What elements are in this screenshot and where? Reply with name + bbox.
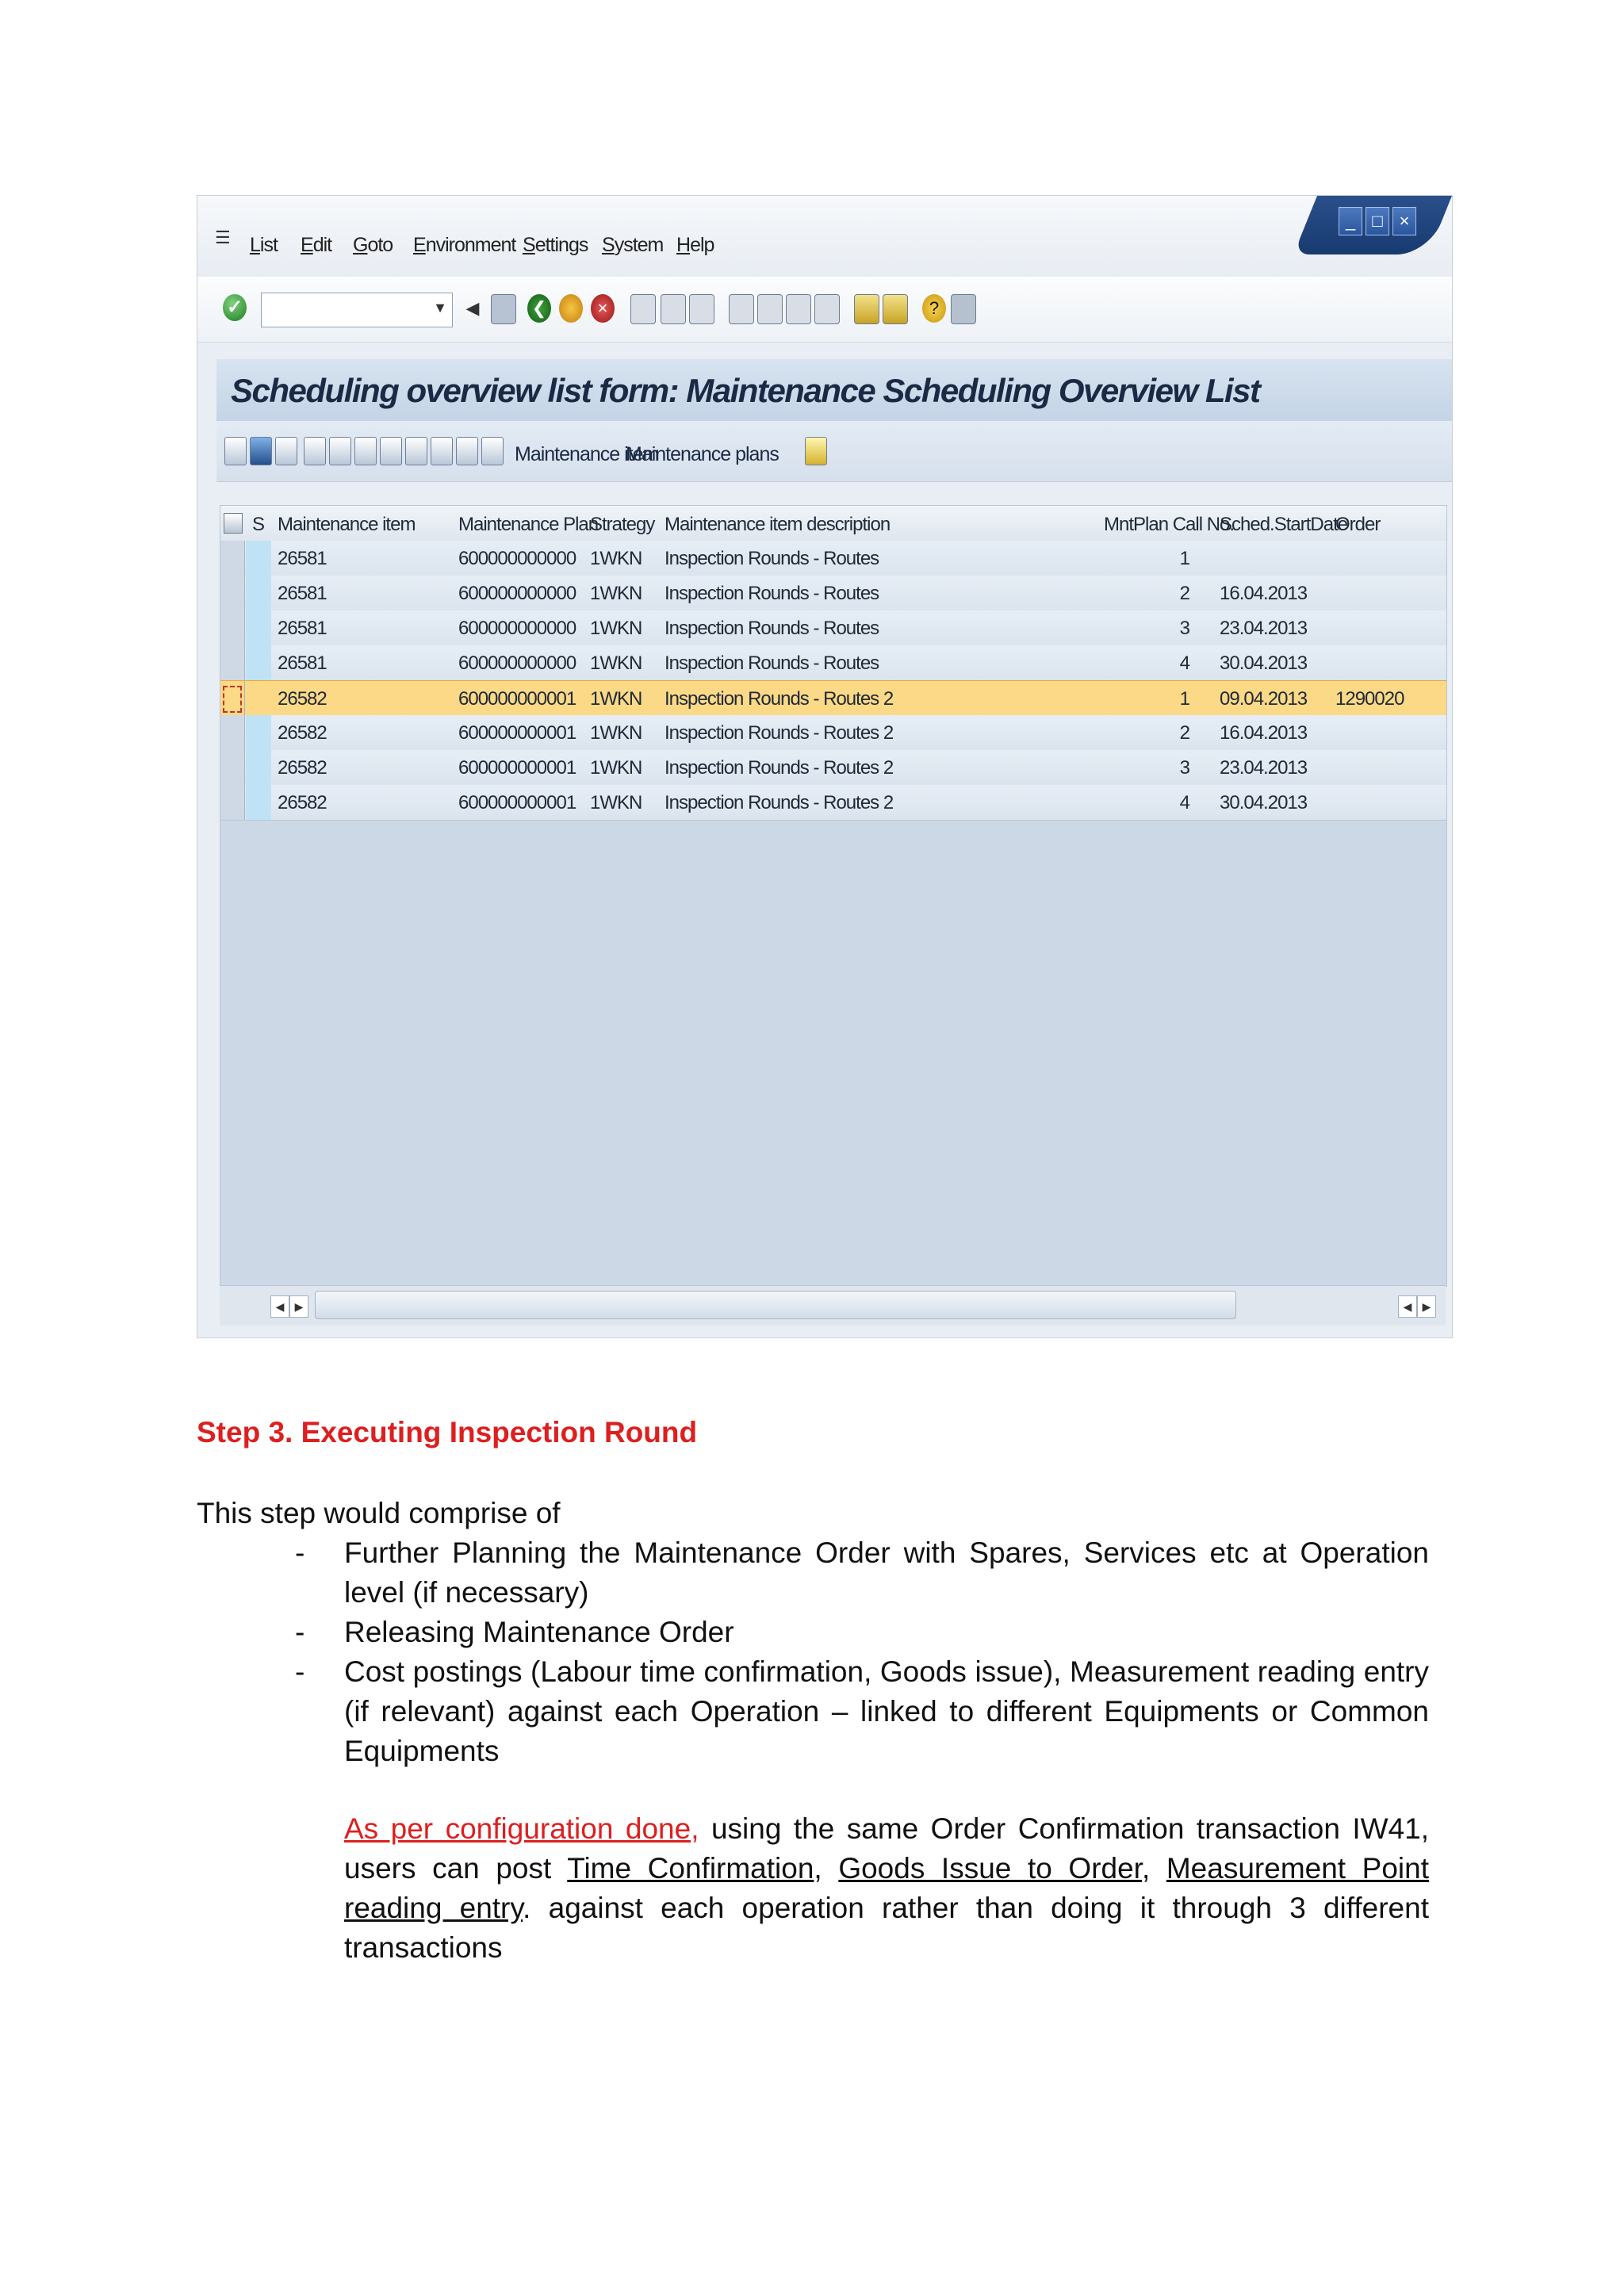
horizontal-scrollbar[interactable] bbox=[220, 1285, 1446, 1326]
para-text-4: . against each operation rather than doing it through 3 different transactions bbox=[344, 1892, 1429, 1964]
cancel-icon[interactable]: × bbox=[591, 294, 615, 323]
configuration-paragraph bbox=[344, 1809, 1429, 1968]
cell-maintenance-item: 26581 bbox=[278, 652, 327, 674]
exit-icon[interactable] bbox=[559, 294, 583, 323]
menu-goto[interactable]: Goto bbox=[353, 234, 393, 256]
table-row[interactable] bbox=[220, 750, 1446, 786]
para-text-1: using the same Order Confirmation transaction IW41, users can post bbox=[344, 1812, 1429, 1885]
table-row[interactable] bbox=[220, 576, 1446, 611]
cell-strategy: 1WKN bbox=[590, 583, 642, 604]
refresh-icon[interactable] bbox=[250, 437, 272, 465]
row-selector[interactable] bbox=[220, 610, 245, 645]
cell-maintenance-plan: 600000000001 bbox=[458, 688, 576, 710]
print-icon[interactable] bbox=[630, 294, 656, 324]
cell-strategy: 1WKN bbox=[590, 722, 642, 744]
screen-title: Scheduling overview list form: Maintenance Scheduling Overview List bbox=[231, 372, 1260, 409]
menu-list[interactable]: List bbox=[250, 234, 278, 256]
cell-strategy: 1WKN bbox=[590, 652, 642, 674]
row-selector[interactable] bbox=[220, 785, 245, 820]
table-header bbox=[220, 506, 1446, 541]
back-icon[interactable]: ❮ bbox=[527, 294, 551, 323]
bullet-item: Releasing Maintenance Order bbox=[344, 1616, 734, 1648]
scroll-right-end-icon[interactable]: ▶ bbox=[1417, 1295, 1436, 1318]
menu-environment[interactable]: Environment bbox=[413, 234, 516, 256]
menu-bar bbox=[197, 196, 1452, 277]
print-preview-icon[interactable] bbox=[431, 437, 453, 465]
create-session-icon[interactable] bbox=[854, 294, 879, 324]
select-all-column-icon[interactable] bbox=[224, 513, 243, 534]
cell-call-no: 2 bbox=[1179, 722, 1189, 744]
cell-start-date: 09.04.2013 bbox=[1220, 688, 1308, 710]
schedule-icon[interactable] bbox=[805, 437, 827, 465]
status-cell bbox=[246, 681, 271, 716]
cell-strategy: 1WKN bbox=[590, 618, 642, 639]
cell-strategy: 1WKN bbox=[590, 688, 642, 710]
help-icon[interactable]: ? bbox=[922, 294, 946, 323]
table-row[interactable] bbox=[220, 541, 1446, 576]
row-selector[interactable] bbox=[220, 681, 245, 716]
cell-call-no: 1 bbox=[1179, 688, 1189, 710]
shortcut-icon[interactable] bbox=[883, 294, 908, 324]
cell-call-no: 4 bbox=[1179, 652, 1189, 674]
sort-ascending-icon[interactable] bbox=[329, 437, 351, 465]
cell-strategy: 1WKN bbox=[590, 757, 642, 779]
status-cell bbox=[246, 645, 271, 680]
previous-page-icon[interactable] bbox=[757, 294, 783, 324]
time-confirmation-text: Time Confirmation bbox=[567, 1852, 814, 1885]
details-icon[interactable] bbox=[224, 437, 247, 465]
status-cell bbox=[246, 750, 271, 785]
cell-maintenance-item: 26582 bbox=[278, 757, 327, 779]
sap-window bbox=[197, 195, 1453, 1338]
menu-help[interactable]: Help bbox=[676, 234, 714, 256]
cell-start-date: 16.04.2013 bbox=[1220, 722, 1308, 744]
status-cell bbox=[246, 576, 271, 610]
scheduling-overview-table bbox=[220, 505, 1447, 1287]
select-all-icon[interactable] bbox=[275, 437, 297, 465]
cell-maintenance-item: 26581 bbox=[278, 583, 327, 604]
row-selector[interactable] bbox=[220, 576, 245, 610]
find-icon[interactable] bbox=[661, 294, 686, 324]
standard-toolbar bbox=[197, 277, 1452, 342]
para-text-3: , bbox=[1141, 1852, 1166, 1885]
cell-maintenance-plan: 600000000001 bbox=[458, 792, 576, 813]
total-icon[interactable] bbox=[405, 437, 427, 465]
cell-description: Inspection Rounds - Routes bbox=[665, 583, 879, 604]
cell-description: Inspection Rounds - Routes 2 bbox=[665, 792, 894, 813]
find-next-icon[interactable] bbox=[689, 294, 714, 324]
column-header-description[interactable]: Maintenance item description bbox=[665, 514, 891, 535]
minimize-icon[interactable]: _ bbox=[1339, 207, 1362, 235]
configuration-link[interactable]: As per configuration done, bbox=[344, 1812, 699, 1845]
cell-maintenance-item: 26582 bbox=[278, 792, 327, 813]
status-cell bbox=[246, 715, 271, 750]
row-selector[interactable] bbox=[220, 750, 245, 785]
cell-maintenance-plan: 600000000001 bbox=[458, 757, 576, 779]
cell-strategy: 1WKN bbox=[590, 792, 642, 813]
maximize-icon[interactable]: □ bbox=[1365, 207, 1389, 235]
cell-maintenance-item: 26581 bbox=[278, 618, 327, 639]
table-row[interactable] bbox=[220, 645, 1446, 681]
goods-issue-text: Goods Issue to Order bbox=[838, 1852, 1142, 1885]
maintenance-plans-button[interactable]: Maintenance plans bbox=[626, 443, 779, 465]
cell-description: Inspection Rounds - Routes bbox=[665, 548, 879, 569]
scroll-left-end-icon[interactable]: ◀ bbox=[1398, 1295, 1417, 1318]
screen-title-bar bbox=[216, 359, 1452, 421]
last-page-icon[interactable] bbox=[814, 294, 840, 324]
deselect-all-icon[interactable] bbox=[304, 437, 326, 465]
column-header-maintenance-item[interactable]: Maintenance item bbox=[278, 514, 416, 535]
cell-strategy: 1WKN bbox=[590, 548, 642, 569]
command-field[interactable] bbox=[261, 293, 453, 327]
cell-maintenance-item: 26582 bbox=[278, 722, 327, 744]
bullet-marker: - bbox=[295, 1536, 305, 1569]
close-icon[interactable]: × bbox=[1392, 207, 1416, 235]
filter-icon[interactable] bbox=[380, 437, 402, 465]
cell-start-date: 30.04.2013 bbox=[1220, 652, 1308, 674]
cell-start-date: 16.04.2013 bbox=[1220, 583, 1308, 604]
bullet-item: Cost postings (Labour time confirmation, Goods issue), Measurement reading entry (if relevant) against each Operation – linked to different Equipments or Common Equipments bbox=[344, 1655, 1429, 1767]
cell-call-no: 3 bbox=[1179, 618, 1189, 639]
scrollbar-thumb[interactable] bbox=[315, 1291, 1236, 1319]
status-cell bbox=[246, 785, 271, 820]
column-header-call-no[interactable]: MntPlan Call No. bbox=[1104, 514, 1235, 535]
menu-settings[interactable]: Settings bbox=[523, 234, 588, 256]
cell-maintenance-plan: 600000000001 bbox=[458, 722, 576, 744]
cell-call-no: 3 bbox=[1179, 757, 1189, 779]
cell-description: Inspection Rounds - Routes 2 bbox=[665, 757, 894, 779]
cell-maintenance-plan: 600000000000 bbox=[458, 548, 576, 569]
bullet-item: Further Planning the Maintenance Order with Spares, Services etc at Operation level (if necessary) bbox=[344, 1536, 1429, 1609]
cell-start-date: 23.04.2013 bbox=[1220, 757, 1308, 779]
cell-description: Inspection Rounds - Routes bbox=[665, 618, 879, 639]
para-text-2: , bbox=[814, 1852, 839, 1885]
sort-descending-icon[interactable] bbox=[354, 437, 377, 465]
row-selector[interactable] bbox=[220, 715, 245, 750]
menu-edit[interactable]: Edit bbox=[301, 234, 332, 256]
collapse-icon[interactable]: ◀ bbox=[465, 298, 480, 318]
measurement-point-text: Measurement Point reading entry bbox=[344, 1852, 1430, 1924]
scroll-right-icon[interactable]: ▶ bbox=[289, 1295, 308, 1318]
next-page-icon[interactable] bbox=[786, 294, 811, 324]
export-icon[interactable] bbox=[456, 437, 478, 465]
step-heading: Step 3. Executing Inspection Round bbox=[197, 1416, 698, 1448]
scroll-left-icon[interactable]: ◀ bbox=[270, 1295, 289, 1318]
window-controls bbox=[1293, 196, 1452, 254]
maintenance-item-button[interactable]: Maintenance item bbox=[515, 443, 659, 465]
cell-maintenance-plan: 600000000000 bbox=[458, 583, 576, 604]
layout-menu-icon[interactable] bbox=[951, 294, 976, 324]
table-row[interactable] bbox=[220, 715, 1446, 751]
first-page-icon[interactable] bbox=[729, 294, 754, 324]
cell-start-date: 30.04.2013 bbox=[1220, 792, 1308, 813]
bullet-marker: - bbox=[295, 1655, 305, 1688]
column-header-start-date[interactable]: Sched.StartDate bbox=[1220, 514, 1348, 535]
layout-icon[interactable] bbox=[481, 437, 504, 465]
row-selector[interactable] bbox=[220, 645, 245, 680]
column-header-order[interactable]: Order bbox=[1335, 514, 1381, 535]
cell-call-no: 2 bbox=[1179, 583, 1189, 604]
cell-description: Inspection Rounds - Routes 2 bbox=[665, 688, 894, 710]
dropdown-arrow-icon[interactable]: ▼ bbox=[433, 300, 447, 316]
cell-description: Inspection Rounds - Routes 2 bbox=[665, 722, 894, 744]
cell-maintenance-item: 26581 bbox=[278, 548, 327, 569]
enter-icon[interactable]: ✓ bbox=[223, 294, 247, 321]
status-cell bbox=[246, 610, 271, 645]
column-header-maintenance-plan[interactable]: Maintenance Plan bbox=[458, 514, 599, 535]
application-toolbar bbox=[216, 421, 1452, 482]
table-row[interactable] bbox=[220, 610, 1446, 646]
menu-system[interactable]: System bbox=[602, 234, 664, 256]
column-header-s[interactable]: S bbox=[252, 514, 265, 535]
status-cell bbox=[246, 541, 271, 576]
cell-maintenance-item: 26582 bbox=[278, 688, 327, 710]
table-row[interactable] bbox=[220, 680, 1446, 717]
cell-call-no: 4 bbox=[1179, 792, 1189, 813]
table-row[interactable] bbox=[220, 785, 1446, 821]
cell-call-no: 1 bbox=[1179, 548, 1189, 569]
cell-order: 1290020 bbox=[1335, 688, 1404, 710]
save-icon[interactable] bbox=[491, 294, 516, 324]
column-header-strategy[interactable]: Strategy bbox=[590, 514, 655, 535]
intro-text: This step would comprise of bbox=[197, 1497, 561, 1529]
row-selector[interactable] bbox=[220, 541, 245, 576]
cell-description: Inspection Rounds - Routes bbox=[665, 652, 879, 674]
cell-maintenance-plan: 600000000000 bbox=[458, 618, 576, 639]
cell-start-date: 23.04.2013 bbox=[1220, 618, 1308, 639]
cell-maintenance-plan: 600000000000 bbox=[458, 652, 576, 674]
bullet-marker: - bbox=[295, 1616, 305, 1648]
menu-entry-icon[interactable]: ☰ bbox=[215, 228, 231, 247]
